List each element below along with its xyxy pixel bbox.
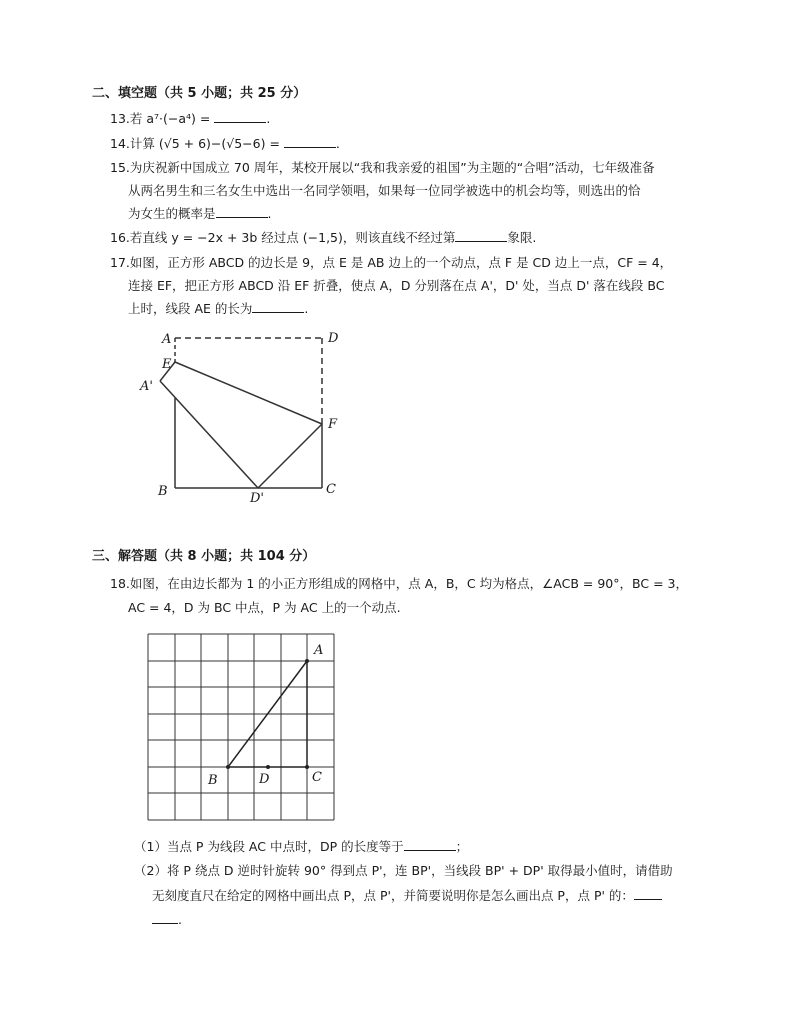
- answer-blank[interactable]: [216, 205, 268, 218]
- q17-figure: [135, 322, 350, 507]
- question-number: 17.: [110, 255, 130, 270]
- section-heading-solve: 三、解答题（共 8 小题；共 104 分）: [92, 549, 316, 564]
- label-D: D: [328, 331, 339, 346]
- label-C: C: [326, 482, 336, 497]
- label-D-prime: D': [250, 491, 264, 506]
- question-17-line-1: [110, 254, 672, 272]
- question-15-line-3: 为女生的概率是 .: [128, 206, 272, 221]
- question-number: 13.: [110, 111, 130, 126]
- answer-blank-continued[interactable]: [152, 911, 178, 924]
- label-E: E: [162, 357, 172, 372]
- question-number: 14.: [110, 136, 130, 151]
- question-number: 18.: [110, 576, 130, 591]
- question-17-line-2: 连接 EF，把正方形 ABCD 沿 EF 折叠，使点 A，D 分别落在点 A'，D' 处，当点 D' 落在线段 BC: [128, 278, 665, 293]
- question-18-part-2-line-1: （2）将 P 绕点 D 逆时针旋转 90° 得到点 P'，连 BP'，当线段 BP' + DP' 取得最小值时，请借助: [134, 863, 673, 878]
- label-D: D: [259, 772, 270, 787]
- question-15-line-2: 从两名男生和三名女生中选出一名同学领唱，如果每一位同学被选中的机会均等，则选出的恰: [128, 183, 641, 198]
- question-18-line-1: [110, 575, 688, 593]
- answer-blank[interactable]: [634, 887, 662, 900]
- question-18-part-2-line-3: .: [152, 911, 182, 929]
- label-A: A: [314, 643, 324, 658]
- answer-blank[interactable]: [214, 110, 266, 123]
- question-text: 如图，正方形 ABCD 的边长是 9，点 E 是 AB 边上的一个动点，点 F 是 CD 边上一点，CF = 4，: [129, 255, 673, 270]
- point-D: [266, 765, 270, 769]
- answer-blank[interactable]: [404, 838, 456, 851]
- question-18-part-1: （1）当点 P 为线段 AC 中点时，DP 的长度等于 ；: [134, 839, 469, 854]
- question-text: 若直线 y = −2x + 3b 经过点 (−1,5)，则该直线不经过第: [129, 230, 456, 245]
- question-13: 13.若 a⁷·(−a⁴) = .: [110, 111, 271, 126]
- question-14: 14.计算 (√5 + 6)−(√5−6) = .: [110, 136, 340, 151]
- question-17-line-3: 上时，线段 AE 的长为 .: [128, 301, 309, 316]
- edge-D1F: [258, 424, 322, 488]
- question-18-part-2-line-2: 无刻度直尺在给定的网格中画出点 P，点 P'，并简要说明你是怎么画出点 P，点 P' 的：: [152, 887, 662, 905]
- question-number: 15.: [110, 160, 130, 175]
- question-text: 计算 (√5 + 6)−(√5−6) =: [129, 136, 284, 151]
- answer-blank[interactable]: [284, 135, 336, 148]
- label-B: B: [208, 773, 218, 788]
- point-B: [226, 765, 230, 769]
- label-B: B: [158, 484, 168, 499]
- label-F: F: [328, 417, 338, 432]
- question-15-line-1: [110, 159, 655, 177]
- question-text: 如图，在由边长都为 1 的小正方形组成的网格中，点 A，B，C 均为格点，∠ACB = 90°，BC = 3，: [129, 576, 688, 591]
- label-A: A: [162, 332, 172, 347]
- question-text: 为庆祝新中国成立 70 周年，某校开展以“我和我亲爱的祖国”为主题的“合唱”活动，七年级准备: [129, 160, 655, 175]
- label-A-prime: A': [140, 379, 153, 394]
- label-C: C: [312, 770, 322, 785]
- answer-blank[interactable]: [455, 229, 507, 242]
- question-18-line-2: AC = 4，D 为 BC 中点，P 为 AC 上的一个动点.: [128, 600, 401, 615]
- question-number: 16.: [110, 230, 130, 245]
- point-C: [305, 765, 309, 769]
- question-16: 16.若直线 y = −2x + 3b 经过点 (−1,5)，则该直线不经过第 象限.: [110, 230, 537, 245]
- answer-blank[interactable]: [252, 300, 304, 313]
- question-text: 若 a⁷·(−a⁴) =: [129, 111, 215, 126]
- section-heading-fill-in: 二、填空题（共 5 小题；共 25 分）: [92, 86, 307, 101]
- edge-EF: [175, 362, 322, 424]
- q18-grid-figure: [140, 628, 345, 825]
- point-A: [305, 659, 309, 663]
